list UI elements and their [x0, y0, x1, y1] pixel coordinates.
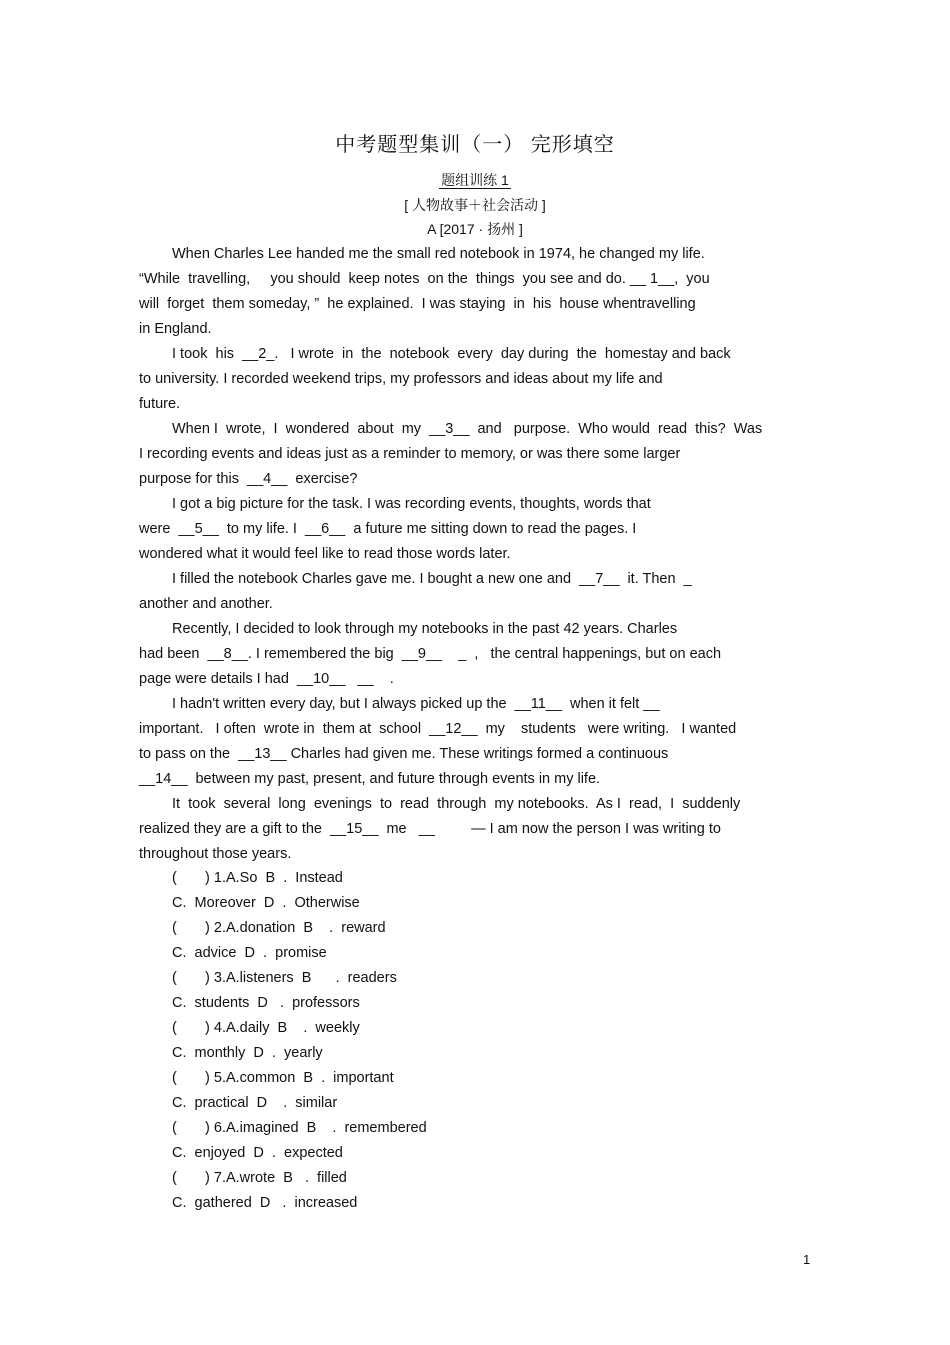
- passage-line: I took his __2_. I wrote in the notebook every day during the homestay and back: [172, 346, 731, 362]
- passage-line: important. I often wrote in them at school __12__ my students were writing. I wanted: [139, 721, 737, 737]
- option-line: ( ) 4.A.daily B . weekly: [172, 1020, 360, 1036]
- passage-line: another and another.: [139, 596, 273, 612]
- option-line: ( ) 7.A.wrote B . filled: [172, 1170, 347, 1186]
- passage-line: realized they are a gift to the __15__ me __ — I am now the person I was writing to: [139, 821, 721, 837]
- passage-line: I filled the notebook Charles gave me. I bought a new one and __7__ it. Then _: [172, 571, 692, 587]
- passage-line: purpose for this __4__ exercise?: [139, 471, 358, 487]
- passage-line: __14__ between my past, present, and future through events in my life.: [139, 771, 601, 787]
- passage-line: It took several long evenings to read through my notebooks. As I read, I suddenly: [172, 796, 741, 812]
- page-number: 1: [803, 1252, 811, 1267]
- passage-line: Recently, I decided to look through my notebooks in the past 42 years. Charles: [172, 621, 678, 637]
- passage-line: will forget them someday, ” he explained. I was staying in his house whentravelling: [139, 296, 696, 312]
- option-line: ( ) 3.A.listeners B . readers: [172, 970, 397, 986]
- passage-line: wondered what it would feel like to read those words later.: [139, 546, 511, 562]
- passage-line: I got a big picture for the task. I was recording events, thoughts, words that: [172, 496, 651, 512]
- source-subtitle: A [2017 · 扬州 ]: [427, 221, 523, 237]
- option-line: C. gathered D . increased: [172, 1195, 358, 1211]
- passage-line: throughout those years.: [139, 846, 292, 862]
- option-line: ( ) 2.A.donation B . reward: [172, 920, 386, 936]
- passage-line: in England.: [139, 321, 212, 337]
- option-line: ( ) 5.A.common B . important: [172, 1070, 394, 1086]
- passage-line: to university. I recorded weekend trips, my professors and ideas about my life and: [139, 371, 663, 387]
- passage-line: “While travelling, you should keep notes on the things you see and do. __ 1__, you: [139, 271, 710, 287]
- option-line: C. monthly D . yearly: [172, 1045, 323, 1061]
- passage-line: were __5__ to my life. I __6__ a future me sitting down to read the pages. I: [139, 521, 637, 537]
- passage-line: had been __8__. I remembered the big __9__ _ , the central happenings, but on each: [139, 646, 722, 662]
- topic-subtitle: [ 人物故事＋社会活动 ]: [404, 197, 546, 213]
- passage-line: When Charles Lee handed me the small red notebook in 1974, he changed my life.: [172, 246, 705, 262]
- page-title: 中考题型集训（一） 完形填空: [335, 134, 615, 156]
- option-line: C. students D . professors: [172, 995, 360, 1011]
- passage-line: I hadn't written every day, but I always picked up the __11__ when it felt __: [172, 696, 660, 712]
- option-line: C. advice D . promise: [172, 945, 327, 961]
- option-line: C. enjoyed D . expected: [172, 1145, 343, 1161]
- passage-line: When I wrote, I wondered about my __3__ and purpose. Who would read this? Was: [172, 421, 763, 437]
- passage-line: to pass on the __13__ Charles had given me. These writings formed a continuous: [139, 746, 669, 762]
- option-line: ( ) 6.A.imagined B . remembered: [172, 1120, 427, 1136]
- group-subtitle: [0, 170, 950, 190]
- passage-line: future.: [139, 396, 181, 412]
- group-subtitle-text: 题组训练 1: [441, 172, 509, 188]
- option-line: ( ) 1.A.So B . Instead: [172, 870, 343, 886]
- option-line: C. Moreover D . Otherwise: [172, 895, 360, 911]
- passage-line: I recording events and ideas just as a reminder to memory, or was there some larger: [139, 446, 681, 462]
- option-line: C. practical D . similar: [172, 1095, 338, 1111]
- passage-line: page were details I had __10__ __ .: [139, 671, 394, 687]
